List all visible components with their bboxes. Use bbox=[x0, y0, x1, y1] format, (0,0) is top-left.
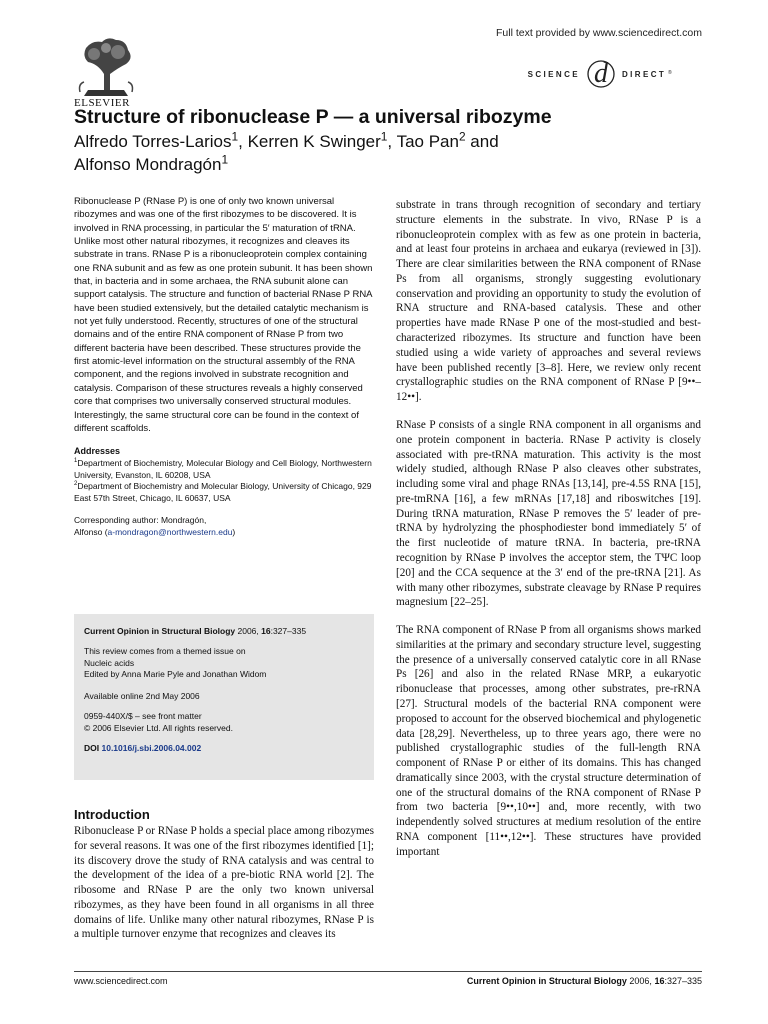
corresponding-email-link[interactable]: a-mondragon@northwestern.edu bbox=[107, 526, 233, 537]
page-header bbox=[74, 20, 702, 109]
address-text: Department of Biochemistry, Molecular Biology and Cell Biology, Northwestern University, Evanston, IL 60208, USA bbox=[74, 458, 372, 480]
journal-year: 2006, bbox=[235, 626, 262, 636]
publisher-name: ELSEVIER bbox=[74, 97, 130, 109]
author-name: Tao Pan bbox=[396, 132, 459, 151]
author-separator: and bbox=[465, 132, 499, 151]
author-affiliation: 1 bbox=[221, 152, 229, 167]
footer-journal: Current Opinion in Structural Biology bbox=[466, 976, 627, 986]
sciencedirect-logo bbox=[502, 50, 702, 92]
article-title: Structure of ribonuclease P — a universal ribozyme bbox=[74, 106, 552, 128]
doi-line bbox=[84, 743, 364, 755]
journal-volume: 16 bbox=[261, 626, 271, 636]
author-affiliation: 2 bbox=[458, 129, 466, 144]
footer-year: 2006, bbox=[626, 976, 655, 986]
footer-divider bbox=[74, 971, 702, 972]
right-column-body bbox=[396, 198, 701, 860]
footer-volume: 16 bbox=[654, 976, 665, 986]
author-separator: , bbox=[387, 132, 397, 151]
sd-left-text: SCIENCE bbox=[527, 70, 580, 79]
address-number: 2 bbox=[74, 481, 78, 488]
body-paragraph-2: RNase P consists of a single RNA component in all organisms and one protein component in bacteria. RNase P activity is closely associated with pre-tRNA maturation. This activity is the most widely studied, although RNase P also cleaves other substrates, including some viral and phage RNAs [13,14], pre-4.5S RNA [15], pre-tmRNA [16], a few mRNAs [17,18] and riboswitches [19]. During tRNA maturation, RNase P removes the 5′ leader of pre-tRNA by hydrolyzing the phosphodiester bond immediately 5′ of the first nucleotide of mature tRNA. In bacteria, pre-tRNA recognition by RNase P involves the acceptor stem, the TΨC loop [20] and the CCA sequence at the 3′ end of the pre-tRNA [21]. As with many other ribozymes, substrate cleavage by RNase P requires magnesium [22–25]. bbox=[396, 418, 701, 609]
address-number: 1 bbox=[74, 458, 78, 465]
available-online: Available online 2nd May 2006 bbox=[84, 691, 200, 702]
fulltext-note: Full text provided by www.sciencedirect.com bbox=[496, 27, 702, 39]
footer-website-link[interactable]: www.sciencedirect.com bbox=[74, 976, 168, 986]
journal-name: Current Opinion in Structural Biology bbox=[84, 626, 236, 636]
journal-pages: :327–335 bbox=[270, 626, 307, 636]
address-1 bbox=[74, 458, 374, 481]
article-info-box bbox=[74, 614, 374, 780]
author-affiliation: 1 bbox=[380, 129, 388, 144]
author-affiliation: 1 bbox=[231, 129, 239, 144]
intro-paragraph-1: Ribonuclease P or RNase P holds a special place among ribozymes for several reasons. It was one of the first ribozymes identified [1]; its discovery drove the study of RNA catalysis and was central to the development of the idea of a pre-biotic RNA world [2]. The ribosome and RNase P are the only two known universal ribozymes, as they have been found in all organisms in all three domains of life. Unlike many other natural ribozymes, RNase P is a multiple turnover enzyme that recognizes and cleaves its bbox=[74, 825, 374, 941]
author-name: Kerren K Swinger bbox=[247, 132, 381, 151]
journal-citation bbox=[84, 626, 364, 638]
address-text: Department of Biochemistry and Molecular Biology, University of Chicago, 929 East 57th Street, Chicago, IL 60637, USA bbox=[74, 481, 372, 503]
themed-issue-note: This review comes from a themed issue on bbox=[84, 645, 246, 656]
left-column-front-matter bbox=[74, 195, 374, 538]
introduction-body bbox=[74, 824, 374, 942]
author-name: Alfredo Torres-Larios bbox=[74, 132, 232, 151]
issn: 0959-440X/$ – see front matter bbox=[84, 710, 202, 721]
author-name: Alfonso Mondragón bbox=[74, 155, 222, 174]
introduction-heading: Introduction bbox=[74, 807, 150, 822]
body-paragraph-1: substrate in trans through recognition of secondary and tertiary structure elements in the substrate. In vivo, RNase P is a ribonucleoprotein complex with as few as one protein in bacteria, and at least four proteins in archaea and eukarya (reviewed in [3]). There are clear similarities between the RNA component of RNase Ps from all organisms, strongly suggesting evolutionary conservation and providing an opportunity to study the evolution of RNA structure and RNA-based catalysis. These and other properties have made RNase P one of the most-studied and best-characterized ribozymes. Its structure and function have been studied using a wide variety of approaches and several reviews have been published recently [3–8]. Here, we review only recent crystallographic studies on the RNA component of RNase P [9••–12••]. bbox=[396, 199, 701, 404]
sd-registered-mark: ® bbox=[668, 70, 672, 76]
elsevier-tree-logo bbox=[74, 34, 138, 98]
footer-pages: :327–335 bbox=[664, 976, 702, 986]
corresponding-author bbox=[74, 515, 374, 538]
corresponding-line: Corresponding author: Mondragón, bbox=[74, 515, 207, 526]
corresponding-close: ) bbox=[232, 526, 236, 537]
addresses-heading: Addresses bbox=[74, 446, 121, 457]
author-separator: , bbox=[238, 132, 248, 151]
sd-mark: d bbox=[594, 58, 608, 89]
abstract: Ribonuclease P (RNase P) is one of only two known universal ribozymes and was one of the first ribozymes to be discovered. It is involved in RNA processing, in particular the 5′ maturation of tRNA. Unlike most other natural ribozymes, it recognizes and cleaves its substrate in trans. RNase P is a ribonucleoprotein complex containing one RNA subunit and as few as one protein subunit. It has been shown that, in bacteria and in some archaea, the RNA subunit alone can support catalysis. The structure and function of bacterial RNase P RNA have been studied extensively, but the detailed catalytic mechanism is not yet fully understood. Recently, structures of one of the structural domains and of the entire RNA component of RNase P from two different bacteria have been described. These structures provide the first atomic-level information on the structural assembly of the RNA component, and the regions involved in substrate recognition and catalysis. Comparison of these structures reveals a highly conserved core that comprises two universally conserved structural modules. Interestingly, the same structural core can be found in the context of different scaffolds. bbox=[74, 196, 373, 434]
copyright: © 2006 Elsevier Ltd. All rights reserved. bbox=[84, 722, 233, 733]
doi-label: DOI bbox=[84, 742, 102, 753]
address-2 bbox=[74, 481, 374, 504]
author-list bbox=[74, 130, 634, 176]
editors: Edited by Anna Marie Pyle and Jonathan Widom bbox=[84, 669, 267, 680]
themed-issue-topic: Nucleic acids bbox=[84, 657, 135, 668]
body-paragraph-3: The RNA component of RNase P from all organisms shows marked similarities at the primary and secondary structure level, suggesting the presence of a universally conserved catalytic core in all RNase Ps [26] and also in the related RNase MRP, a eukaryotic ribonuclease that processes, among other substrates, pre-rRNA [27]. Structural models of the bacterial RNA component were proposed to account for the observed biochemical and phylogenetic data [28,29]. Nevertheless, up to three years ago, there were no published crystallographic studies of the full-length RNA component of RNase P or either of its domains. This has changed dramatically since 2003, with the crystal structure determination of one of the structural domains of the RNA component of RNase P from two bacteria [9••,10••] and, more recently, with two independently solved structures at medium resolution of the entire RNA component [11••,12••]. These structures have provided important bbox=[396, 624, 701, 858]
corresponding-name: Alfonso ( bbox=[74, 526, 108, 537]
doi-link[interactable]: 10.1016/j.sbi.2006.04.002 bbox=[101, 742, 202, 753]
footer-citation bbox=[467, 976, 702, 986]
sd-right-text: DIRECT bbox=[622, 70, 667, 79]
